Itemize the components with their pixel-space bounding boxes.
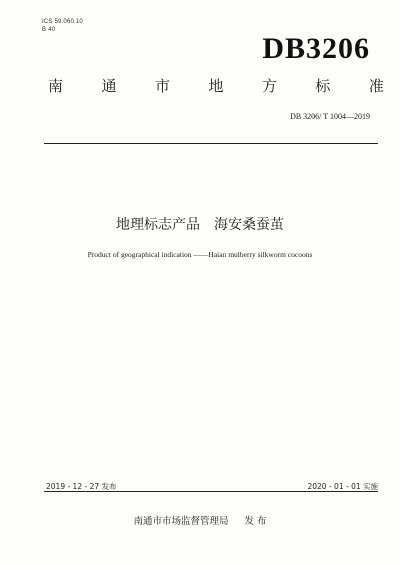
footer-divider — [44, 491, 378, 492]
dates-row — [46, 482, 378, 491]
standard-type-char: 南 — [48, 77, 64, 95]
standard-type-heading — [48, 76, 384, 96]
classification-codes — [42, 18, 83, 34]
issue-word: 发 布 — [244, 516, 267, 527]
standard-type-char: 方 — [261, 77, 277, 95]
document-title-english: Product of geographical indication ——Haian mulberry silkworm cocoons — [87, 250, 313, 259]
standard-number: DB 3206/ T 1004—2019 — [290, 112, 370, 121]
issue-date: 2019 - 12 - 27 发布 — [46, 482, 117, 491]
ccs-code: B 40 — [42, 27, 56, 33]
issuing-authority — [0, 516, 400, 528]
document-title-chinese — [0, 216, 400, 234]
title-part-2: 海安桑蚕茧 — [214, 217, 284, 233]
standard-type-char: 标 — [315, 77, 331, 95]
standard-type-char: 通 — [101, 77, 117, 95]
standard-type-char: 地 — [208, 77, 224, 95]
header-divider — [44, 143, 378, 144]
issuer-name: 南通市市场监督管理局 — [133, 516, 229, 527]
standard-type-char: 准 — [368, 77, 384, 95]
ics-code: ICS 59.060.10 — [42, 19, 83, 25]
implementation-date: 2020 - 01 - 01 实施 — [307, 482, 378, 491]
standard-type-char: 市 — [154, 77, 170, 95]
title-part-1: 地理标志产品 — [116, 217, 200, 233]
standard-code: DB3206 — [262, 32, 370, 65]
